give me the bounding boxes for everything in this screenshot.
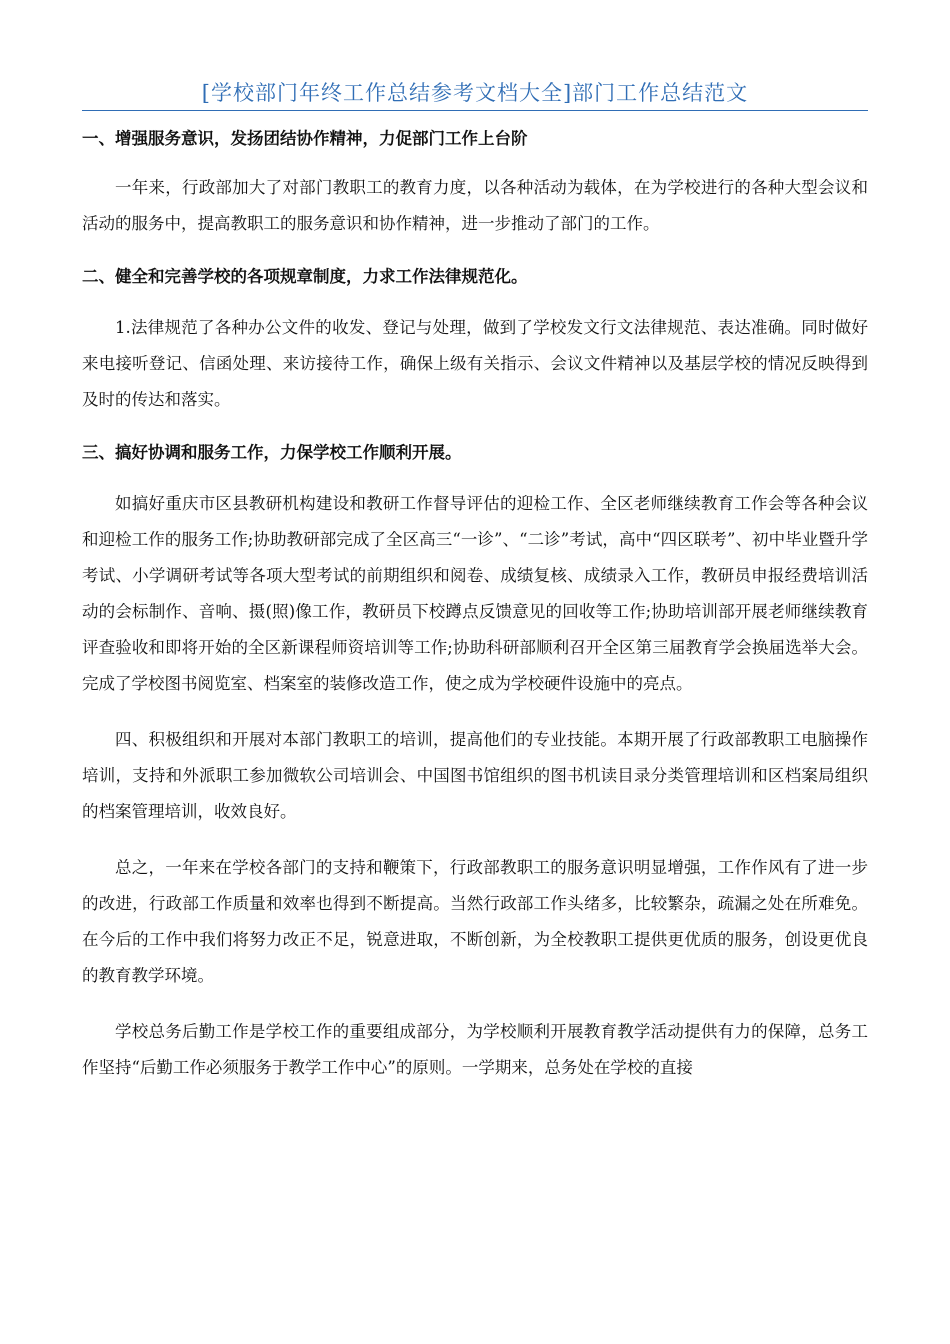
training-paragraph: 四、积极组织和开展对本部门教职工的培训，提高他们的专业技能。本期开展了行政部教职工电脑操作培训，支持和外派职工参加微软公司培训会、中国图书馆组织的图书机读目录分类管理培训和区档案局组织的档案管理培训，收效良好。 bbox=[82, 730, 868, 821]
section-heading-1: 一、增强服务意识，发扬团结协作精神，力促部门工作上台阶 bbox=[82, 129, 528, 148]
page-header bbox=[82, 78, 868, 111]
logistics-paragraph: 学校总务后勤工作是学校工作的重要组成部分，为学校顺利开展教育教学活动提供有力的保障，总务工作坚持“后勤工作必须服务于教学工作中心”的原则。一学期来，总务处在学校的直接 bbox=[82, 1022, 868, 1077]
summary-paragraph: 总之，一年来在学校各部门的支持和鞭策下，行政部教职工的服务意识明显增强，工作作风有了进一步的改进，行政部工作质量和效率也得到不断提高。当然行政部工作头绪多，比较繁杂，疏漏之处在所难免。在今后的工作中我们将努力改正不足，锐意进取，不断创新，为全校教职工提供更优质的服务，创设更优良的教育教学环境。 bbox=[82, 858, 868, 985]
header-title: [学校部门年终工作总结参考文档大全]部门工作总结范文 bbox=[201, 81, 749, 105]
section-heading-3: 三、搞好协调和服务工作，力保学校工作顺利开展。 bbox=[82, 443, 462, 462]
section-heading-2: 二、健全和完善学校的各项规章制度，力求工作法律规范化。 bbox=[82, 267, 528, 286]
document-body bbox=[82, 122, 868, 1086]
section-paragraph-2: 1.法律规范了各种办公文件的收发、登记与处理，做到了学校发文行文法律规范、表达准确。同时做好来电接听登记、信函处理、来访接待工作，确保上级有关指示、会议文件精神以及基层学校的情况反映得到及时的传达和落实。 bbox=[82, 318, 868, 409]
section-paragraph-1: 一年来，行政部加大了对部门教职工的教育力度，以各种活动为载体，在为学校进行的各种大型会议和活动的服务中，提高教职工的服务意识和协作精神，进一步推动了部门的工作。 bbox=[82, 178, 868, 233]
section-paragraph-3: 如搞好重庆市区县教研机构建设和教研工作督导评估的迎检工作、全区老师继续教育工作会等各种会议和迎检工作的服务工作;协助教研部完成了全区高三“一诊”、“二诊”考试，高中“四区联考”、初中毕业暨升学考试、小学调研考试等各项大型考试的前期组织和阅卷、成绩复核、成绩录入工作，教研员申报经费培训活动的会标制作、音响、摄(照)像工作，教研员下校蹲点反馈意见的回收等工作;协助培训部开展老师继续教育评查验收和即将开始的全区新课程师资培训等工作;协助科研部顺利召开全区第三届教育学会换届选举大会。完成了学校图书阅览室、档案室的装修改造工作，使之成为学校硬件设施中的亮点。 bbox=[82, 494, 868, 693]
